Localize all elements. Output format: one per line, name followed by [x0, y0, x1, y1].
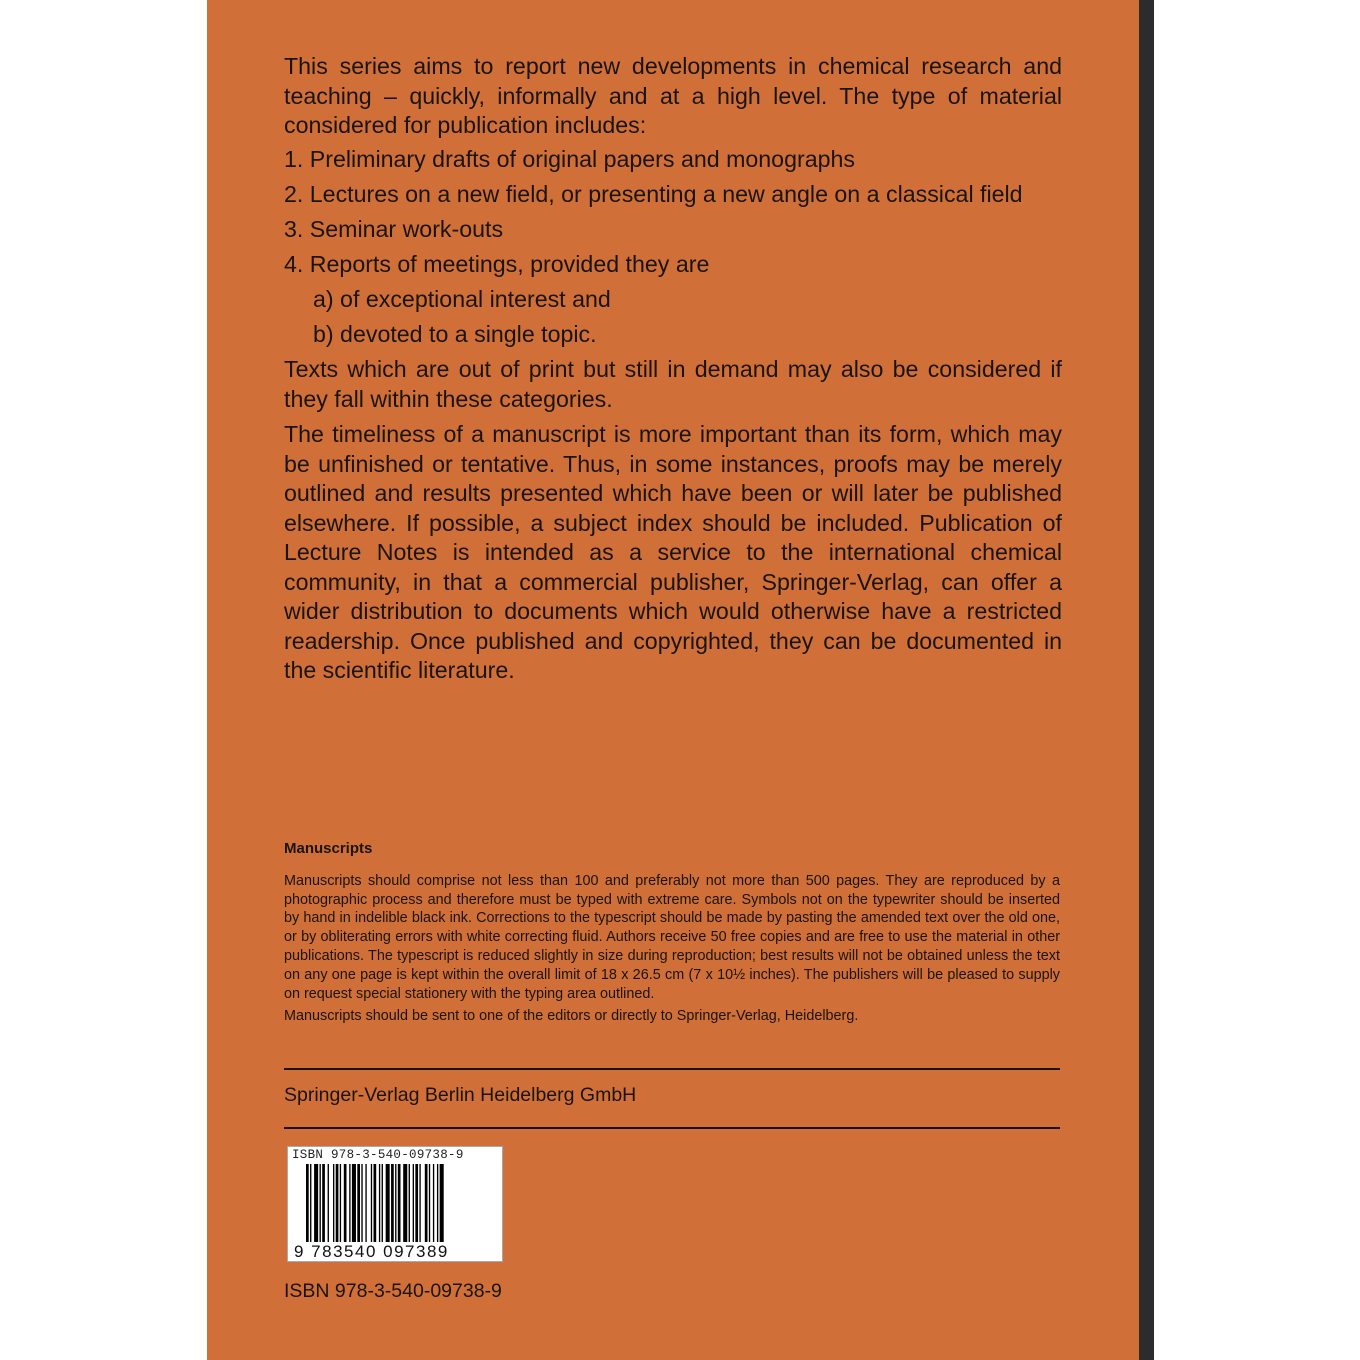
barcode-bar: [328, 1164, 329, 1242]
barcode-bar: [314, 1164, 318, 1242]
barcode-bar: [382, 1164, 383, 1242]
out-of-print-paragraph: Texts which are out of print but still in demand may also be considered if they fall within these categories.: [284, 356, 1062, 412]
list-item: 3. Seminar work-outs: [284, 215, 504, 242]
barcode-isbn-label: ISBN 978-3-540-09738-9: [292, 1148, 464, 1162]
barcode-bar: [440, 1164, 444, 1242]
main-text: [284, 52, 1062, 686]
manuscripts-body: Manuscripts should comprise not less than 100 and preferably not more than 500 pages. They are reproduced by a photographic process and therefore must be typed with extreme care. Symbols not on the typewriter should be inserted by hand in indelible black ink. Corrections to the typescript should be made by pasting the amended text over the old one, or by obliterating errors with white correcting fluid. Authors receive 50 free copies and are free to use the material in other publications. The typescript is reduced slightly in size during reproduction; best results will not be obtained unless the text on any one page is kept within the overall limit of 18 x 26.5 cm (7 x 10½ inches). The publishers will be pleased to supply on request special stationery with the typing area outlined.: [284, 872, 1060, 1002]
barcode-bar: [429, 1164, 430, 1242]
barcode-bar: [361, 1164, 362, 1242]
timeliness-paragraph: The timeliness of a manuscript is more important than its form, which may be unfinished or tentative. Thus, in some instances, proofs may be merely outlined and results presented which have been or will later be published elsewhere. If possible, a subject index should be included. Publication of Lecture Notes is intended as a service to the international chemical community, in that a commercial publisher, Springer-Verlag, can offer a wider distribution to documents which would otherwise have a restricted readership. Once published and copyrighted, they can be documented in the scientific literature.: [284, 421, 1062, 683]
barcode-bar: [395, 1164, 396, 1242]
barcode-bar: [425, 1164, 428, 1242]
barcode-bar: [322, 1164, 325, 1242]
barcode-bar: [437, 1164, 438, 1242]
spine-edge: [1139, 0, 1154, 1360]
barcode: [287, 1146, 503, 1262]
barcode-bar: [371, 1164, 372, 1242]
divider-top: [284, 1068, 1060, 1070]
barcode-bar: [340, 1164, 341, 1242]
barcode-bar: [386, 1164, 390, 1242]
barcode-bar: [306, 1164, 309, 1242]
barcode-bar: [310, 1164, 311, 1242]
back-cover: [207, 0, 1139, 1360]
barcode-bar: [374, 1164, 377, 1242]
barcode-digits: 9 783540 097389: [294, 1242, 449, 1261]
barcode-bars: [306, 1164, 488, 1242]
barcode-bar: [352, 1164, 356, 1242]
barcode-bar: [333, 1164, 334, 1242]
divider-bottom: [284, 1127, 1060, 1129]
barcode-bar: [344, 1164, 347, 1242]
barcode-bar: [415, 1164, 418, 1242]
material-list: [284, 145, 1062, 350]
isbn-number: ISBN 978-3-540-09738-9: [284, 1280, 502, 1302]
barcode-bar: [336, 1164, 339, 1242]
barcode-bar: [413, 1164, 414, 1242]
barcode-bar: [349, 1164, 350, 1242]
intro-paragraph: This series aims to report new developments in chemical research and teaching – quickly, informally and at a high level. The type of material considered for publication includes:: [284, 53, 1062, 138]
list-item: 2. Lectures on a new field, or presenting a new angle on a classical field: [284, 180, 1023, 207]
barcode-bar: [409, 1164, 410, 1242]
list-subitem: a) of exceptional interest and: [313, 285, 611, 312]
publisher-name: Springer-Verlag Berlin Heidelberg GmbH: [284, 1084, 637, 1106]
manuscripts-heading: Manuscripts: [284, 840, 373, 857]
barcode-bar: [433, 1164, 434, 1242]
manuscripts-section: [284, 840, 1060, 1026]
barcode-bar: [403, 1164, 407, 1242]
list-subitem: b) devoted to a single topic.: [313, 320, 597, 347]
barcode-bar: [357, 1164, 360, 1242]
barcode-bar: [391, 1164, 394, 1242]
barcode-bar: [365, 1164, 366, 1242]
barcode-bar: [419, 1164, 420, 1242]
manuscripts-send-to: Manuscripts should be sent to one of the editors or directly to Springer-Verlag, Heidelberg.: [284, 1008, 859, 1025]
list-item: 4. Reports of meetings, provided they are: [284, 250, 710, 277]
barcode-bar: [320, 1164, 321, 1242]
barcode-bar: [398, 1164, 401, 1242]
list-item: 1. Preliminary drafts of original papers and monographs: [284, 145, 855, 172]
barcode-bar: [379, 1164, 380, 1242]
